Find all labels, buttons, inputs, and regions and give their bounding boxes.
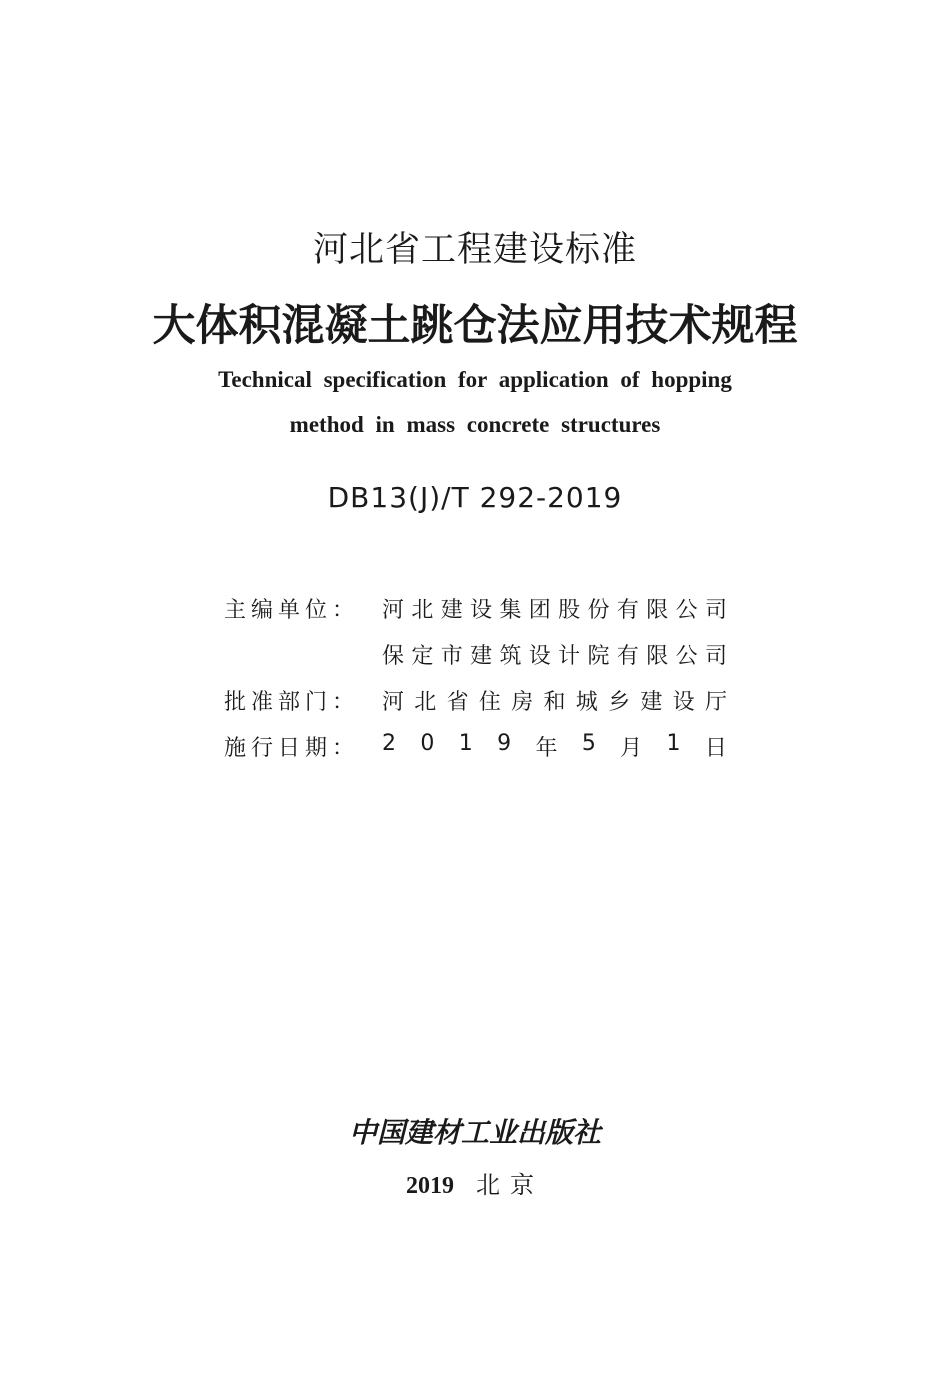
info-char: 河	[382, 597, 405, 623]
info-char: 公	[675, 597, 698, 623]
info-char: 筑	[499, 643, 522, 669]
info-char: 2	[382, 730, 396, 756]
publication-year: 2019	[406, 1173, 454, 1199]
publication-info	[0, 1168, 950, 1203]
approval-label: 批准部门：	[224, 689, 360, 715]
info-char: 省	[446, 689, 469, 715]
info-char: 住	[478, 689, 501, 715]
info-char: 建	[470, 643, 493, 669]
info-char: 有	[616, 643, 639, 669]
info-char: 院	[587, 643, 610, 669]
info-char: 0	[420, 730, 435, 756]
info-char: 年	[535, 735, 558, 761]
info-char: 集	[499, 597, 522, 623]
approval-value	[382, 685, 727, 716]
info-char: 限	[646, 643, 669, 669]
publisher-logo: 中国建材工业出版社	[348, 1116, 601, 1149]
info-char: 9	[497, 730, 512, 756]
info-char: 市	[440, 643, 463, 669]
info-char: 份	[587, 597, 610, 623]
info-char: 设	[528, 643, 551, 669]
chief-editor-value-2	[382, 639, 727, 670]
chief-editor-label: 主编单位：	[224, 597, 360, 623]
info-char: 北	[414, 689, 437, 715]
english-title-line2: method in mass concrete structures	[289, 412, 661, 437]
approval-row	[224, 677, 727, 723]
info-char: 日	[704, 735, 727, 761]
english-title-line1: Technical specification for application of hopping	[218, 367, 732, 392]
info-char: 保	[382, 643, 405, 669]
info-char: 建	[640, 689, 663, 715]
chief-editor-row-2	[224, 631, 727, 677]
effective-row	[224, 723, 727, 769]
info-char: 1	[666, 730, 681, 756]
info-char: 厅	[704, 689, 727, 715]
info-char: 团	[528, 597, 551, 623]
info-char: 5	[581, 730, 596, 756]
info-char: 城	[575, 689, 598, 715]
effective-value	[382, 731, 727, 762]
chief-editor-row	[224, 585, 727, 631]
chief-editor-value-1	[382, 593, 727, 624]
info-char: 定	[411, 643, 434, 669]
series-title: 河北省工程建设标准	[312, 230, 637, 270]
standard-code: DB13(J)/T 292-2019	[327, 481, 623, 514]
info-char: 乡	[608, 689, 631, 715]
info-char: 月	[620, 735, 643, 761]
info-char: 1	[458, 730, 473, 756]
info-char: 设	[470, 597, 493, 623]
info-block	[224, 585, 727, 769]
info-char: 计	[558, 643, 581, 669]
info-char: 司	[704, 597, 727, 623]
info-char: 和	[543, 689, 566, 715]
info-char: 司	[704, 643, 727, 669]
info-char: 公	[675, 643, 698, 669]
info-char: 股	[558, 597, 581, 623]
info-char: 限	[646, 597, 669, 623]
info-char: 设	[672, 689, 695, 715]
info-char: 房	[511, 689, 534, 715]
publication-city: 北京	[476, 1171, 544, 1199]
info-char: 北	[411, 597, 434, 623]
info-char: 建	[440, 597, 463, 623]
effective-label: 施行日期：	[224, 735, 360, 761]
info-char: 河	[382, 689, 405, 715]
main-title: 大体积混凝土跳仓法应用技术规程	[152, 301, 798, 351]
info-char: 有	[616, 597, 639, 623]
